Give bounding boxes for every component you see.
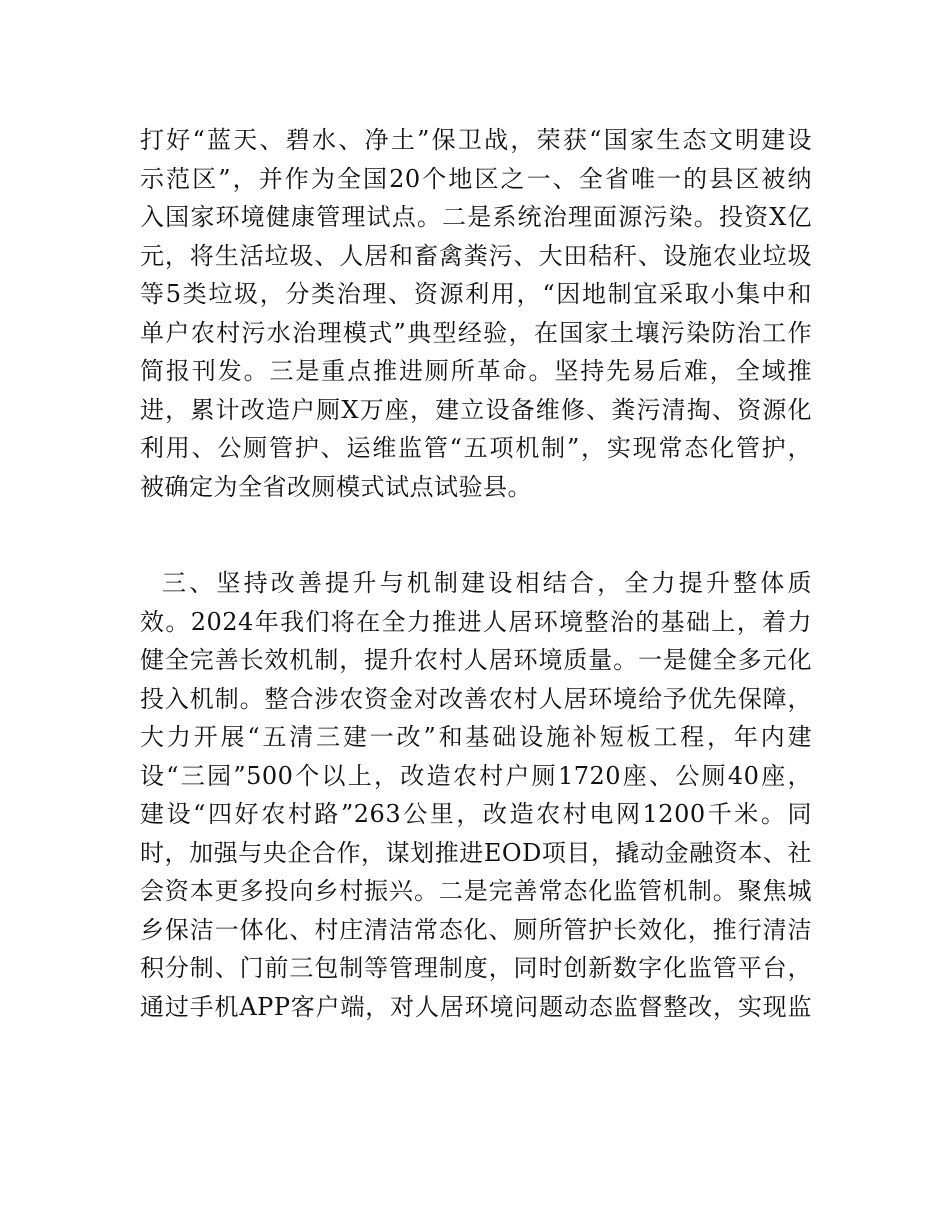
- text-line: 投入机制。整合涉农资金对改善农村人居环境给予优先保障，: [140, 684, 812, 713]
- text-line: 入国家环境健康管理试点。二是系统治理面源污染。投资X亿: [140, 203, 812, 231]
- text-line: 通过手机APP客户端，对人居环境问题动态监督整改，实现监: [140, 992, 812, 1021]
- text-line: 等5类垃圾，分类治理、资源利用，“因地制宜采取小集中和: [140, 280, 812, 308]
- text-line: 设“三园”500个以上，改造农村户厕1720座、公厕40座，: [140, 761, 812, 790]
- text-line: 时，加强与央企合作，谋划推进EOD项目，撬动金融资本、社: [140, 838, 812, 867]
- text-line: 会资本更多投向乡村振兴。二是完善常态化监管机制。聚焦城: [140, 877, 812, 905]
- section-heading-line: 三、坚持改善提升与机制建设相结合，全力提升整体质: [162, 569, 812, 597]
- text-line: 进，累计改造户厕X万座，建立设备维修、粪污清掏、资源化: [140, 395, 812, 424]
- text-line: 简报刊发。三是重点推进厕所革命。坚持先易后难，全域推: [140, 357, 812, 385]
- text-line: 大力开展“五清三建一改”和基础设施补短板工程，年内建: [140, 723, 812, 751]
- text-line: 建设“四好农村路”263公里，改造农村电网1200千米。同: [140, 800, 812, 828]
- text-line: 乡保洁一体化、村庄清洁常态化、厕所管护长效化，推行清洁: [140, 915, 812, 944]
- text-line: 示范区”，并作为全国20个地区之一、全省唯一的县区被纳: [140, 164, 812, 193]
- paragraph-2: [140, 564, 812, 1026]
- text-line: 打好“蓝天、碧水、净土”保卫战，荣获“国家生态文明建设: [140, 126, 812, 154]
- paragraph-1: [140, 121, 812, 506]
- text-line: 单户农村污水治理模式”典型经验，在国家土壤污染防治工作: [140, 318, 812, 347]
- text-line: 积分制、门前三包制等管理制度，同时创新数字化监管平台，: [140, 954, 812, 982]
- text-line: 元，将生活垃圾、人居和畜禽粪污、大田秸秆、设施农业垃圾: [140, 241, 812, 270]
- text-line: 被确定为全省改厕模式试点试验县。: [140, 472, 532, 501]
- text-line: 健全完善长效机制，提升农村人居环境质量。一是健全多元化: [140, 646, 812, 674]
- text-line: 效。2024年我们将在全力推进人居环境整治的基础上，着力: [140, 607, 812, 636]
- text-line: 利用、公厕管护、运维监管“五项机制”，实现常态化管护，: [140, 434, 812, 462]
